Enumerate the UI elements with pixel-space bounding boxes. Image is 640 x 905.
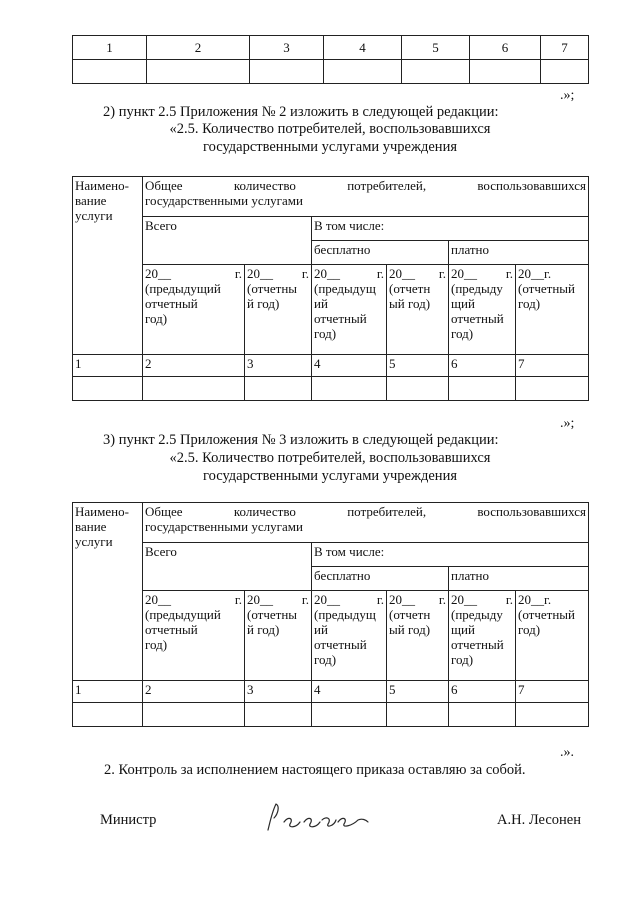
col6-header: 20__ г. (предыду щий отчетный год) — [449, 591, 516, 681]
platno-header: платно — [449, 567, 589, 591]
col2-header: 20__ г. (предыдущий отчетный год) — [143, 591, 245, 681]
top-col-4: 4 — [324, 36, 402, 60]
item-2-line-3: государственными услугами учреждения — [203, 139, 457, 155]
num-2: 2 — [143, 355, 245, 377]
top-col-5: 5 — [402, 36, 470, 60]
total-header: Общее количество потребителей, воспользовавшихся государственными услугами — [143, 503, 589, 543]
num-1: 1 — [73, 681, 143, 703]
item-3-line-2: «2.5. Количество потребителей, воспользовавшихся — [169, 450, 491, 466]
v-tom-chisle-header: В том числе: — [312, 543, 589, 567]
col5-header: 20__ г. (отчетн ый год) — [387, 591, 449, 681]
num-2: 2 — [143, 681, 245, 703]
top-col-7: 7 — [541, 36, 589, 60]
vsego-header: Всего — [143, 217, 312, 265]
col3-header: 20__ г. (отчетны й год) — [245, 591, 312, 681]
minister-label: Министр — [100, 812, 157, 828]
num-4: 4 — [312, 681, 387, 703]
col4-header: 20__ г. (предыдущ ий отчетный год) — [312, 591, 387, 681]
col4-header: 20__ г. (предыдущ ий отчетный год) — [312, 265, 387, 355]
v-tom-chisle-header: В том числе: — [312, 217, 589, 241]
top-col-6: 6 — [470, 36, 541, 60]
empty-cell — [73, 377, 143, 401]
num-6: 6 — [449, 681, 516, 703]
num-7: 7 — [516, 355, 589, 377]
col7-header: 20__г. (отчетный год) — [516, 265, 589, 355]
besplatno-header: бесплатно — [312, 241, 449, 265]
item-2-line-1: 2) пункт 2.5 Приложения № 2 изложить в следующей редакции: — [103, 104, 499, 120]
col2-header: 20__ г. (предыдущий отчетный год) — [143, 265, 245, 355]
num-3: 3 — [245, 681, 312, 703]
num-5: 5 — [387, 355, 449, 377]
num-6: 6 — [449, 355, 516, 377]
service-header: Наимено- вание услуги — [73, 177, 143, 355]
signature-icon — [262, 800, 372, 836]
num-5: 5 — [387, 681, 449, 703]
closing-quote-3: .». — [560, 745, 574, 760]
closing-quote-2: .»; — [560, 416, 575, 431]
vsego-header: Всего — [143, 543, 312, 591]
col7-header: 20__г. (отчетный год) — [516, 591, 589, 681]
col5-header: 20__ г. (отчетн ый год) — [387, 265, 449, 355]
num-1: 1 — [73, 355, 143, 377]
besplatno-header: бесплатно — [312, 567, 449, 591]
item-2-line-2: «2.5. Количество потребителей, воспользовавшихся — [169, 121, 491, 137]
consumers-table-app2 — [72, 176, 589, 401]
closing-quote-1: .»; — [560, 88, 575, 103]
num-3: 3 — [245, 355, 312, 377]
empty-cell — [73, 703, 143, 727]
num-4: 4 — [312, 355, 387, 377]
consumers-table-app3 — [72, 502, 589, 727]
top-col-1: 1 — [73, 36, 147, 60]
top-table — [72, 35, 589, 84]
top-col-3: 3 — [250, 36, 324, 60]
item-3-line-1: 3) пункт 2.5 Приложения № 3 изложить в следующей редакции: — [103, 432, 499, 448]
num-7: 7 — [516, 681, 589, 703]
top-col-2: 2 — [147, 36, 250, 60]
minister-name: А.Н. Лесонен — [497, 812, 581, 828]
platno-header: платно — [449, 241, 589, 265]
col3-header: 20__ г. (отчетны й год) — [245, 265, 312, 355]
control-clause: 2. Контроль за исполнением настоящего приказа оставляю за собой. — [104, 762, 526, 778]
service-header: Наимено- вание услуги — [73, 503, 143, 681]
item-3-line-3: государственными услугами учреждения — [203, 468, 457, 484]
total-header: Общее количество потребителей, воспользовавшихся государственными услугами — [143, 177, 589, 217]
col6-header: 20__ г. (предыду щий отчетный год) — [449, 265, 516, 355]
